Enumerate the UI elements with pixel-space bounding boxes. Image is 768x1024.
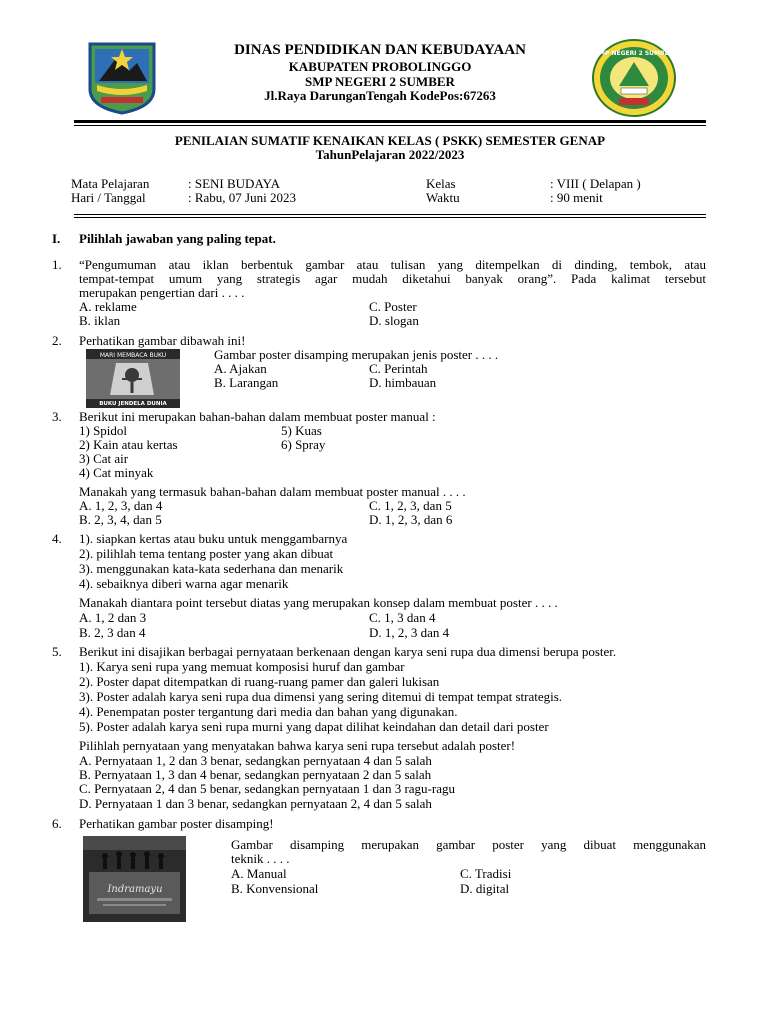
question-text: Manakah yang termasuk bahan-bahan dalam membuat poster manual . . . . (79, 484, 466, 499)
option-a: A. reklame (79, 299, 137, 314)
option-d: D. himbauan (369, 375, 437, 390)
date-value: : Rabu, 07 Juni 2023 (188, 190, 296, 205)
header-line2: KABUPATEN PROBOLINGGO (288, 59, 472, 74)
material-item: 5) Kuas (281, 423, 322, 438)
question-text: Gambar poster disamping merupakan jenis poster . . . . (214, 347, 499, 362)
date-label: Hari / Tanggal (71, 190, 146, 205)
option-c: C. Perintah (369, 361, 428, 376)
letterhead-rule-thick (74, 120, 706, 123)
option-a: A. 1, 2, 3, dan 4 (79, 498, 163, 513)
option-b: B. iklan (79, 313, 121, 328)
option-c: C. Pernyataan 2, 4 dan 5 benar, sedangkan pernyataan 1 dan 3 ragu-ragu (79, 781, 455, 796)
statement-item: 1). Karya seni rupa yang memuat komposisi huruf dan gambar (79, 659, 405, 674)
question-number: 6. (52, 816, 62, 831)
material-item: 1) Spidol (79, 423, 128, 438)
subject-value: : SENI BUDAYA (188, 176, 280, 191)
question-number: 5. (52, 644, 62, 659)
point-item: 3). menggunakan kata-kata sederhana dan menarik (79, 561, 344, 576)
point-item: 4). sebaiknya diberi warna agar menarik (79, 576, 289, 591)
question-text: teknik . . . . (231, 851, 290, 866)
option-d: D. 1, 2, 3 dan 4 (369, 625, 450, 640)
option-c: C. Tradisi (460, 866, 512, 881)
option-b: B. Larangan (214, 375, 279, 390)
class-value: : VIII ( Delapan ) (550, 176, 641, 191)
question-number: 1. (52, 257, 62, 272)
image-title: Indramayu (107, 884, 163, 895)
image-caption-top: MARI MEMBACA BUKU (99, 352, 167, 359)
header-line1: DINAS PENDIDIKAN DAN KEBUDAYAAN (234, 42, 526, 58)
option-b: B. Pernyataan 1, 3 dan 4 benar, sedangkan pernyataan 2 dan 5 salah (79, 767, 432, 782)
question-number: 3. (52, 409, 62, 424)
kabupaten-probolinggo-emblem (87, 41, 157, 115)
statement-item: 3). Poster adalah karya seni rupa dua dimensi yang sering ditemui di tempat tempat strategis. (79, 689, 563, 704)
section-title: Pilihlah jawaban yang paling tepat. (79, 231, 276, 246)
statement-item: 5). Poster adalah karya seni rupa murni yang dapat dilihat keindahan dan detail dari poster (79, 719, 549, 734)
info-rule-2 (74, 217, 706, 218)
material-item: 4) Cat minyak (79, 465, 154, 480)
question-text: Berikut ini disajikan berbagai pernyataan berkenaan dengan karya seni rupa dua dimensi berupa poster. (79, 644, 617, 659)
option-b: B. 2, 3, 4, dan 5 (79, 512, 162, 527)
subject-label: Mata Pelajaran (71, 176, 150, 191)
exam-title: PENILAIAN SUMATIF KENAIKAN KELAS ( PSKK) SEMESTER GENAP (174, 133, 606, 148)
festival-poster-image (83, 836, 186, 922)
image-caption-bottom: BUKU JENDELA DUNIA (99, 401, 167, 407)
option-a: A. Pernyataan 1, 2 dan 3 benar, sedangkan pernyataan 4 dan 5 salah (79, 753, 432, 768)
question-text: Pilihlah pernyataan yang menyatakan bahwa karya seni rupa tersebut adalah poster! (79, 738, 516, 753)
statement-item: 4). Penempatan poster tergantung dari media dan bahan yang digunakan. (79, 704, 458, 719)
letterhead-rule-thin (74, 125, 706, 126)
option-d: D. digital (460, 881, 510, 896)
question-text: merupakan pengertian dari . . . . (79, 285, 245, 300)
header-line4: Jl.Raya DarunganTengah KodePos:67263 (264, 88, 496, 103)
section-number: I. (52, 231, 61, 246)
reading-poster-image (86, 349, 180, 408)
option-d: D. 1, 2, 3, dan 6 (369, 512, 453, 527)
time-label: Waktu (426, 190, 460, 205)
material-item: 3) Cat air (79, 451, 129, 466)
class-label: Kelas (426, 176, 456, 191)
option-c: C. Poster (369, 299, 417, 314)
material-item: 2) Kain atau kertas (79, 437, 178, 452)
option-a: A. 1, 2 dan 3 (79, 610, 147, 625)
smp-negeri-2-sumber-logo (591, 38, 677, 118)
material-item: 6) Spray (281, 437, 326, 452)
info-rule-1 (74, 214, 706, 215)
option-a: A. Manual (231, 866, 287, 881)
question-number: 2. (52, 333, 62, 348)
option-d: D. Pernyataan 1 dan 3 benar, sedangkan pernyataan 2, 4 dan 5 salah (79, 796, 432, 811)
question-text: Perhatikan gambar poster disamping! (79, 816, 274, 831)
question-text: Perhatikan gambar dibawah ini! (79, 333, 246, 348)
exam-year: TahunPelajaran 2022/2023 (315, 147, 465, 162)
header-line3: SMP NEGERI 2 SUMBER (305, 74, 455, 89)
statement-item: 2). Poster dapat ditempatkan di ruang-ruang pamer dan galeri lukisan (79, 674, 440, 689)
option-d: D. slogan (369, 313, 419, 328)
question-text: “Pengumuman atau iklan berbentuk gambar atau tulisan yang ditempelkan di dinding, tembok, atau (79, 257, 706, 272)
question-text: Gambar disamping merupakan gambar poster yang dibuat menggunakan (231, 837, 706, 852)
point-item: 2). pilihlah tema tentang poster yang akan dibuat (79, 546, 334, 561)
option-b: B. 2, 3 dan 4 (79, 625, 146, 640)
question-text: Manakah diantara point tersebut diatas yang merupakan konsep dalam membuat poster . . . . (79, 595, 558, 610)
option-b: B. Konvensional (231, 881, 319, 896)
time-value: : 90 menit (550, 190, 603, 205)
point-item: 1). siapkan kertas atau buku untuk menggambarnya (79, 531, 348, 546)
right-logo-text: SMP NEGERI 2 SUMBER (594, 50, 674, 57)
option-a: A. Ajakan (214, 361, 267, 376)
option-c: C. 1, 3 dan 4 (369, 610, 436, 625)
question-text: Berikut ini merupakan bahan-bahan dalam membuat poster manual : (79, 409, 436, 424)
option-c: C. 1, 2, 3, dan 5 (369, 498, 452, 513)
question-number: 4. (52, 531, 62, 546)
question-text: tempat-tempat umum yang strategis agar mudah diketahui banyak orang”. Pada kalimat tersebut (79, 271, 706, 286)
